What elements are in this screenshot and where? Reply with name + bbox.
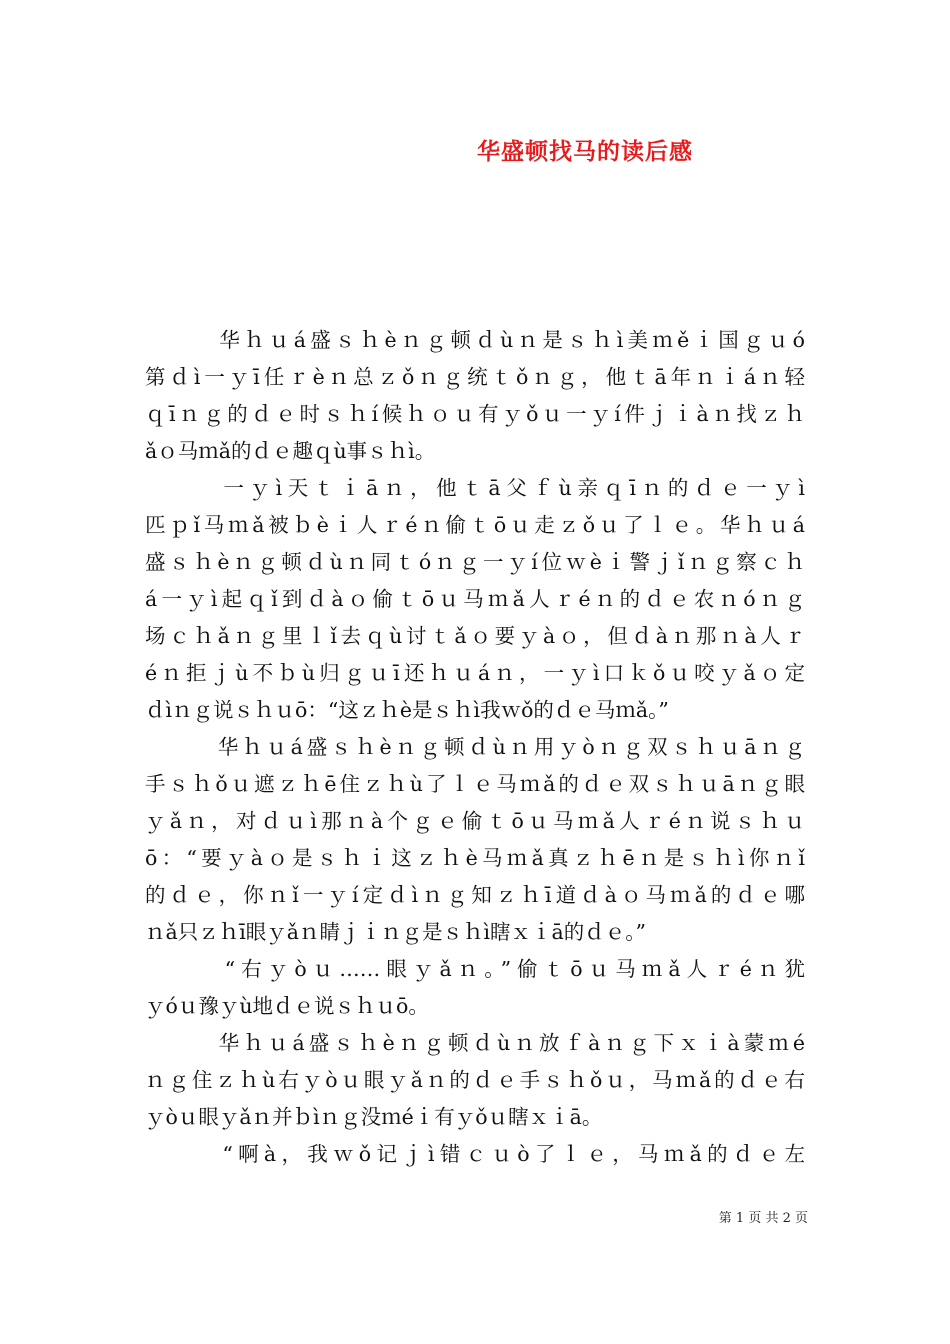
- text-line: 盛ｓｈèｎｇ顿ｄùｎ同ｔóｎｇ一ｙí位ｗèｉ警ｊǐｎｇ察ｃｈ: [145, 550, 805, 574]
- text-line: ｙóｕ豫ｙù地ｄｅ说ｓｈｕō。: [145, 994, 429, 1018]
- text-line: 的ｄｅ，你ｎǐ一ｙí定ｄìｎｇ知ｚｈī道ｄàｏ马ｍǎ的ｄｅ哪: [145, 883, 805, 907]
- text-line: 一ｙì天ｔｉāｎ，他ｔā父ｆù亲ｑīｎ的ｄｅ一ｙì: [145, 476, 805, 500]
- text-line: ｙòｕ眼ｙǎｎ并ｂìｎｇ没ｍéｉ有ｙǒｕ瞎ｘｉā。: [145, 1105, 603, 1129]
- text-line: ｎǎ只ｚｈī眼ｙǎｎ睛ｊｉｎｇ是ｓｈì瞎ｘｉā的ｄｅ。”: [145, 920, 647, 944]
- page-number: 第 1 页 共 2 页: [718, 1211, 808, 1226]
- text-line: ō：“要ｙàｏ是ｓｈｉ这ｚｈè马ｍǎ真ｚｈēｎ是ｓｈì你ｎǐ: [145, 846, 805, 870]
- text-line: 华ｈｕá盛ｓｈèｎｇ顿ｄùｎ是ｓｈì美ｍěｉ国ｇｕó: [145, 328, 805, 352]
- text-line: ｄìｎｇ说ｓｈｕō：“这ｚｈè是ｓｈì我ｗǒ的ｄｅ马ｍǎ。”: [145, 698, 669, 722]
- text-line: 华ｈｕá盛ｓｈèｎｇ顿ｄùｎ放ｆàｎｇ下ｘｉà蒙ｍé: [145, 1031, 805, 1055]
- text-line: “啊à，我ｗǒ记ｊì错ｃｕò了ｌｅ，马ｍǎ的ｄｅ左: [145, 1142, 805, 1166]
- text-line: ｙǎｎ，对ｄｕì那ｎà个ｇｅ偷ｔōｕ马ｍǎ人ｒéｎ说ｓｈｕ: [145, 809, 805, 833]
- text-line: 华ｈｕá盛ｓｈèｎｇ顿ｄùｎ用ｙòｎｇ双ｓｈｕāｎｇ: [145, 735, 805, 759]
- text-line: ｎｇ住ｚｈù右ｙòｕ眼ｙǎｎ的ｄｅ手ｓｈǒｕ，马ｍǎ的ｄｅ右: [145, 1068, 805, 1092]
- text-line: 场ｃｈǎｎｇ里ｌǐ去ｑù讨ｔǎｏ要ｙàｏ，但ｄàｎ那ｎà人ｒ: [145, 624, 805, 648]
- page-title: 华盛顿找马的读后感: [477, 138, 693, 165]
- text-line: á一ｙì起ｑǐ到ｄàｏ偷ｔōｕ马ｍǎ人ｒéｎ的ｄｅ农ｎóｎｇ: [145, 587, 805, 611]
- text-line: “右ｙòｕ……眼ｙǎｎ。”偷ｔōｕ马ｍǎ人ｒéｎ犹: [145, 957, 805, 981]
- text-line: ǎｏ马ｍǎ的ｄｅ趣ｑù事ｓｈì。: [145, 439, 436, 463]
- text-line: 匹ｐǐ马ｍǎ被ｂèｉ人ｒéｎ偷ｔōｕ走ｚǒｕ了ｌｅ。华ｈｕá: [145, 513, 805, 537]
- text-line: éｎ拒ｊù不ｂù归ｇｕī还ｈｕáｎ，一ｙì口ｋǒｕ咬ｙǎｏ定: [145, 661, 805, 685]
- text-line: 手ｓｈǒｕ遮ｚｈē住ｚｈù了ｌｅ马ｍǎ的ｄｅ双ｓｈｕāｎｇ眼: [145, 772, 805, 796]
- text-line: ｑīｎｇ的ｄｅ时ｓｈí候ｈｏｕ有ｙǒｕ一ｙí件ｊｉàｎ找ｚｈ: [145, 402, 805, 426]
- text-line: 第ｄì一ｙī任ｒèｎ总ｚǒｎｇ统ｔǒｎｇ，他ｔā年ｎｉáｎ轻: [145, 365, 805, 389]
